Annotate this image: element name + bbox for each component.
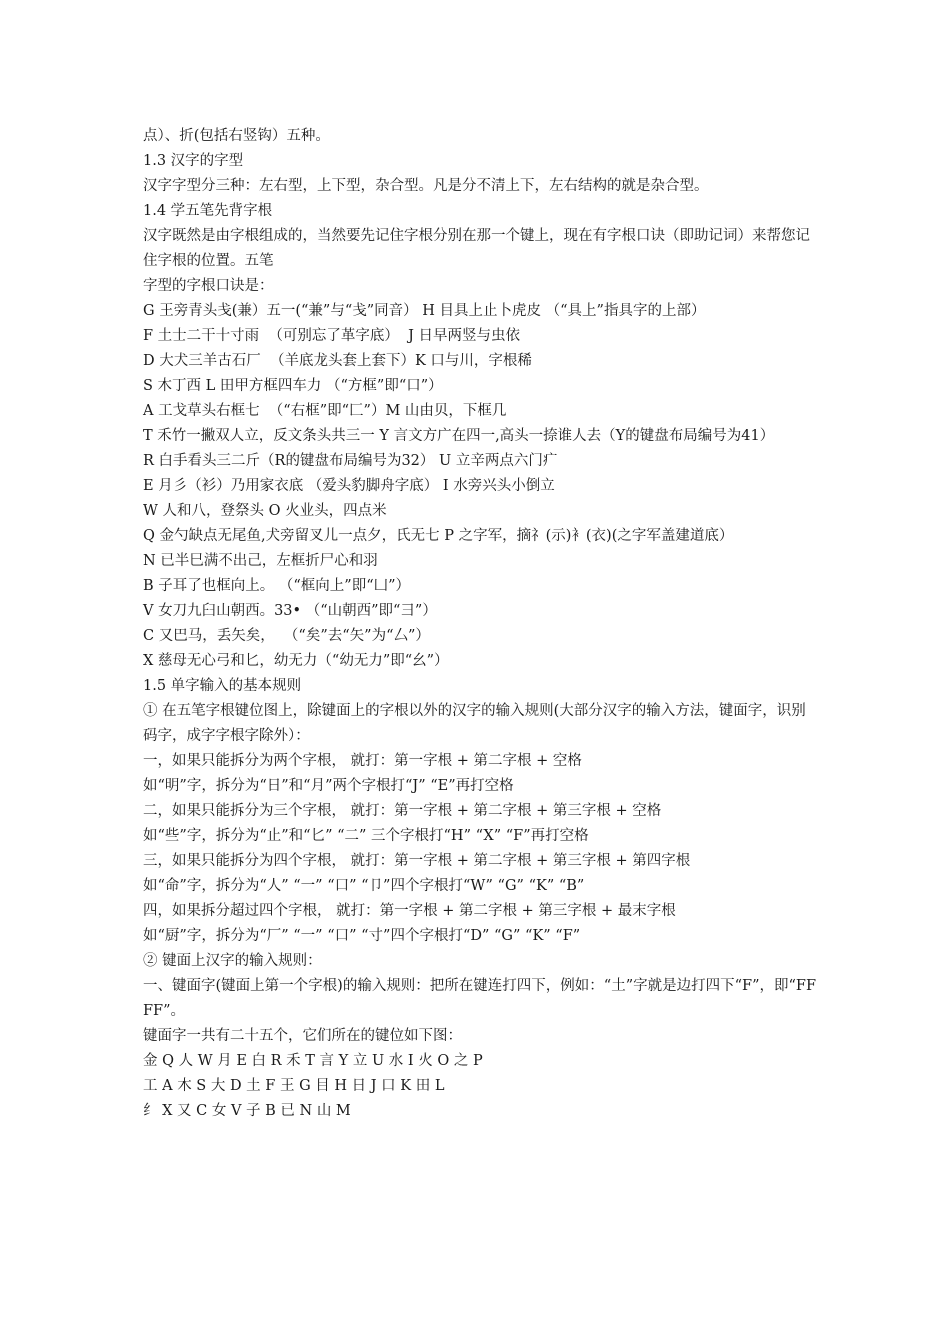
text-line: 键面字一共有二十五个，它们所在的键位如下图： xyxy=(143,1028,462,1044)
mnemonic-line-e-i: E 月彡（衫）乃用家衣底 （爱头豹脚舟字底） I 水旁兴头小倒立 xyxy=(143,478,555,494)
text-line: ② 键面上汉字的输入规则： xyxy=(143,953,322,969)
document-page xyxy=(143,124,818,1124)
section-heading: 1.3 汉字的字型 xyxy=(143,153,244,169)
text-line: 一、键面字(键面上第一个字根)的输入规则：把所在键连打四下，例如：“土”字就是边打四下“F”，即“FFFF”。 xyxy=(143,978,817,1019)
mnemonic-line-x: X 慈母无心弓和匕，幼无力（“幼无力”即“幺”） xyxy=(143,653,449,669)
mnemonic-line-v: V 女刀九臼山朝西。33• （“山朝西”即“彐”） xyxy=(143,603,437,619)
mnemonic-line-g-h: G 王旁青头戋(兼）五一(“兼”与“戋”同音） H 目具上止卜虎皮 （“具上”指具字的上部） xyxy=(143,303,706,319)
example-line: 如“命”字，拆分为“人” “一” “口” “卩”四个字根打“W” “G” “K” “B” xyxy=(143,878,585,894)
section-heading: 1.5 单字输入的基本规则 xyxy=(143,678,302,694)
mnemonic-line-a-m: A 工戈草头右框七 （“右框”即“匚”）M 山由贝，下框几 xyxy=(143,403,507,419)
example-line: 如“些”字，拆分为“止”和“匕” “二” 三个字根打“H” “X” “F”再打空格 xyxy=(143,828,589,844)
mnemonic-line-w-o: W 人和八，登祭头 O 火业头，四点米 xyxy=(143,503,387,519)
mnemonic-line-d-k: D 大犬三羊古石厂 （羊底龙头套上套下）K 口与川，字根稀 xyxy=(143,353,532,369)
rule-line: 三，如果只能拆分为四个字根， 就打：第一字根 + 第二字根 + 第三字根 + 第四字根 xyxy=(143,853,691,869)
text-line: 汉字既然是由字根组成的，当然要先记住字根分别在那一个键上，现在有字根口诀（即助记词）来帮您记住字根的位置。五笔 xyxy=(143,228,810,269)
rule-line: 一，如果只能拆分为两个字根， 就打：第一字根 + 第二字根 + 空格 xyxy=(143,753,582,769)
example-line: 如“厨”字，拆分为“厂” “一” “口” “寸”四个字根打“D” “G” “K” “F” xyxy=(143,928,581,944)
mnemonic-line-r-u: R 白手看头三二斤（R的键盘布局编号为32） U 立辛两点六门疒 xyxy=(143,453,558,469)
mnemonic-line-b: B 子耳了也框向上。 （“框向上”即“凵”） xyxy=(143,578,411,594)
text-line: 点）、折(包括右竖钩）五种。 xyxy=(143,128,330,144)
text-line: 字型的字根口诀是： xyxy=(143,278,274,294)
rule-line: 四，如果拆分超过四个字根， 就打：第一字根 + 第二字根 + 第三字根 + 最末字根 xyxy=(143,903,676,919)
key-row-bottom: 纟 X 又 C 女 V 子 B 已 N 山 M xyxy=(143,1103,351,1119)
example-line: 如“明”字，拆分为“日”和“月”两个字根打“J” “E”再打空格 xyxy=(143,778,514,794)
mnemonic-line-t-y: T 禾竹一撇双人立，反文条头共三一 Y 言文方广在四一,高头一捺谁人去（Y的键盘布局编号为41） xyxy=(143,428,775,444)
mnemonic-line-n: N 已半巳满不出己，左框折尸心和羽 xyxy=(143,553,378,569)
text-line: ① 在五笔字根键位图上，除键面上的字根以外的汉字的输入规则(大部分汉字的输入方法，键面字，识别码字，成字字根字除外）： xyxy=(143,703,806,744)
mnemonic-line-q-p: Q 金勺缺点无尾鱼,犬旁留叉儿一点夕，氏无七 P 之字军，摘礻(示)衤(衣)(之字军盖建道底） xyxy=(143,528,734,544)
mnemonic-line-s-l: S 木丁西 L 田甲方框四车力 （“方框”即“口”） xyxy=(143,378,443,394)
key-row-top: 金 Q 人 W 月 E 白 R 禾 T 言 Y 立 U 水 I 火 O 之 P xyxy=(143,1053,483,1069)
mnemonic-line-f-j: F 土士二干十寸雨 （可别忘了革字底） J 日早两竖与虫依 xyxy=(143,328,521,344)
section-heading: 1.4 学五笔先背字根 xyxy=(143,203,273,219)
text-line: 汉字字型分三种：左右型，上下型，杂合型。凡是分不清上下，左右结构的就是杂合型。 xyxy=(143,178,709,194)
mnemonic-line-c: C 又巴马，丢矢矣， （“矣”去“矢”为“厶”） xyxy=(143,628,430,644)
key-row-middle: 工 A 木 S 大 D 土 F 王 G 目 H 日 J 口 K 田 L xyxy=(143,1078,445,1094)
rule-line: 二，如果只能拆分为三个字根， 就打：第一字根 + 第二字根 + 第三字根 + 空格 xyxy=(143,803,662,819)
